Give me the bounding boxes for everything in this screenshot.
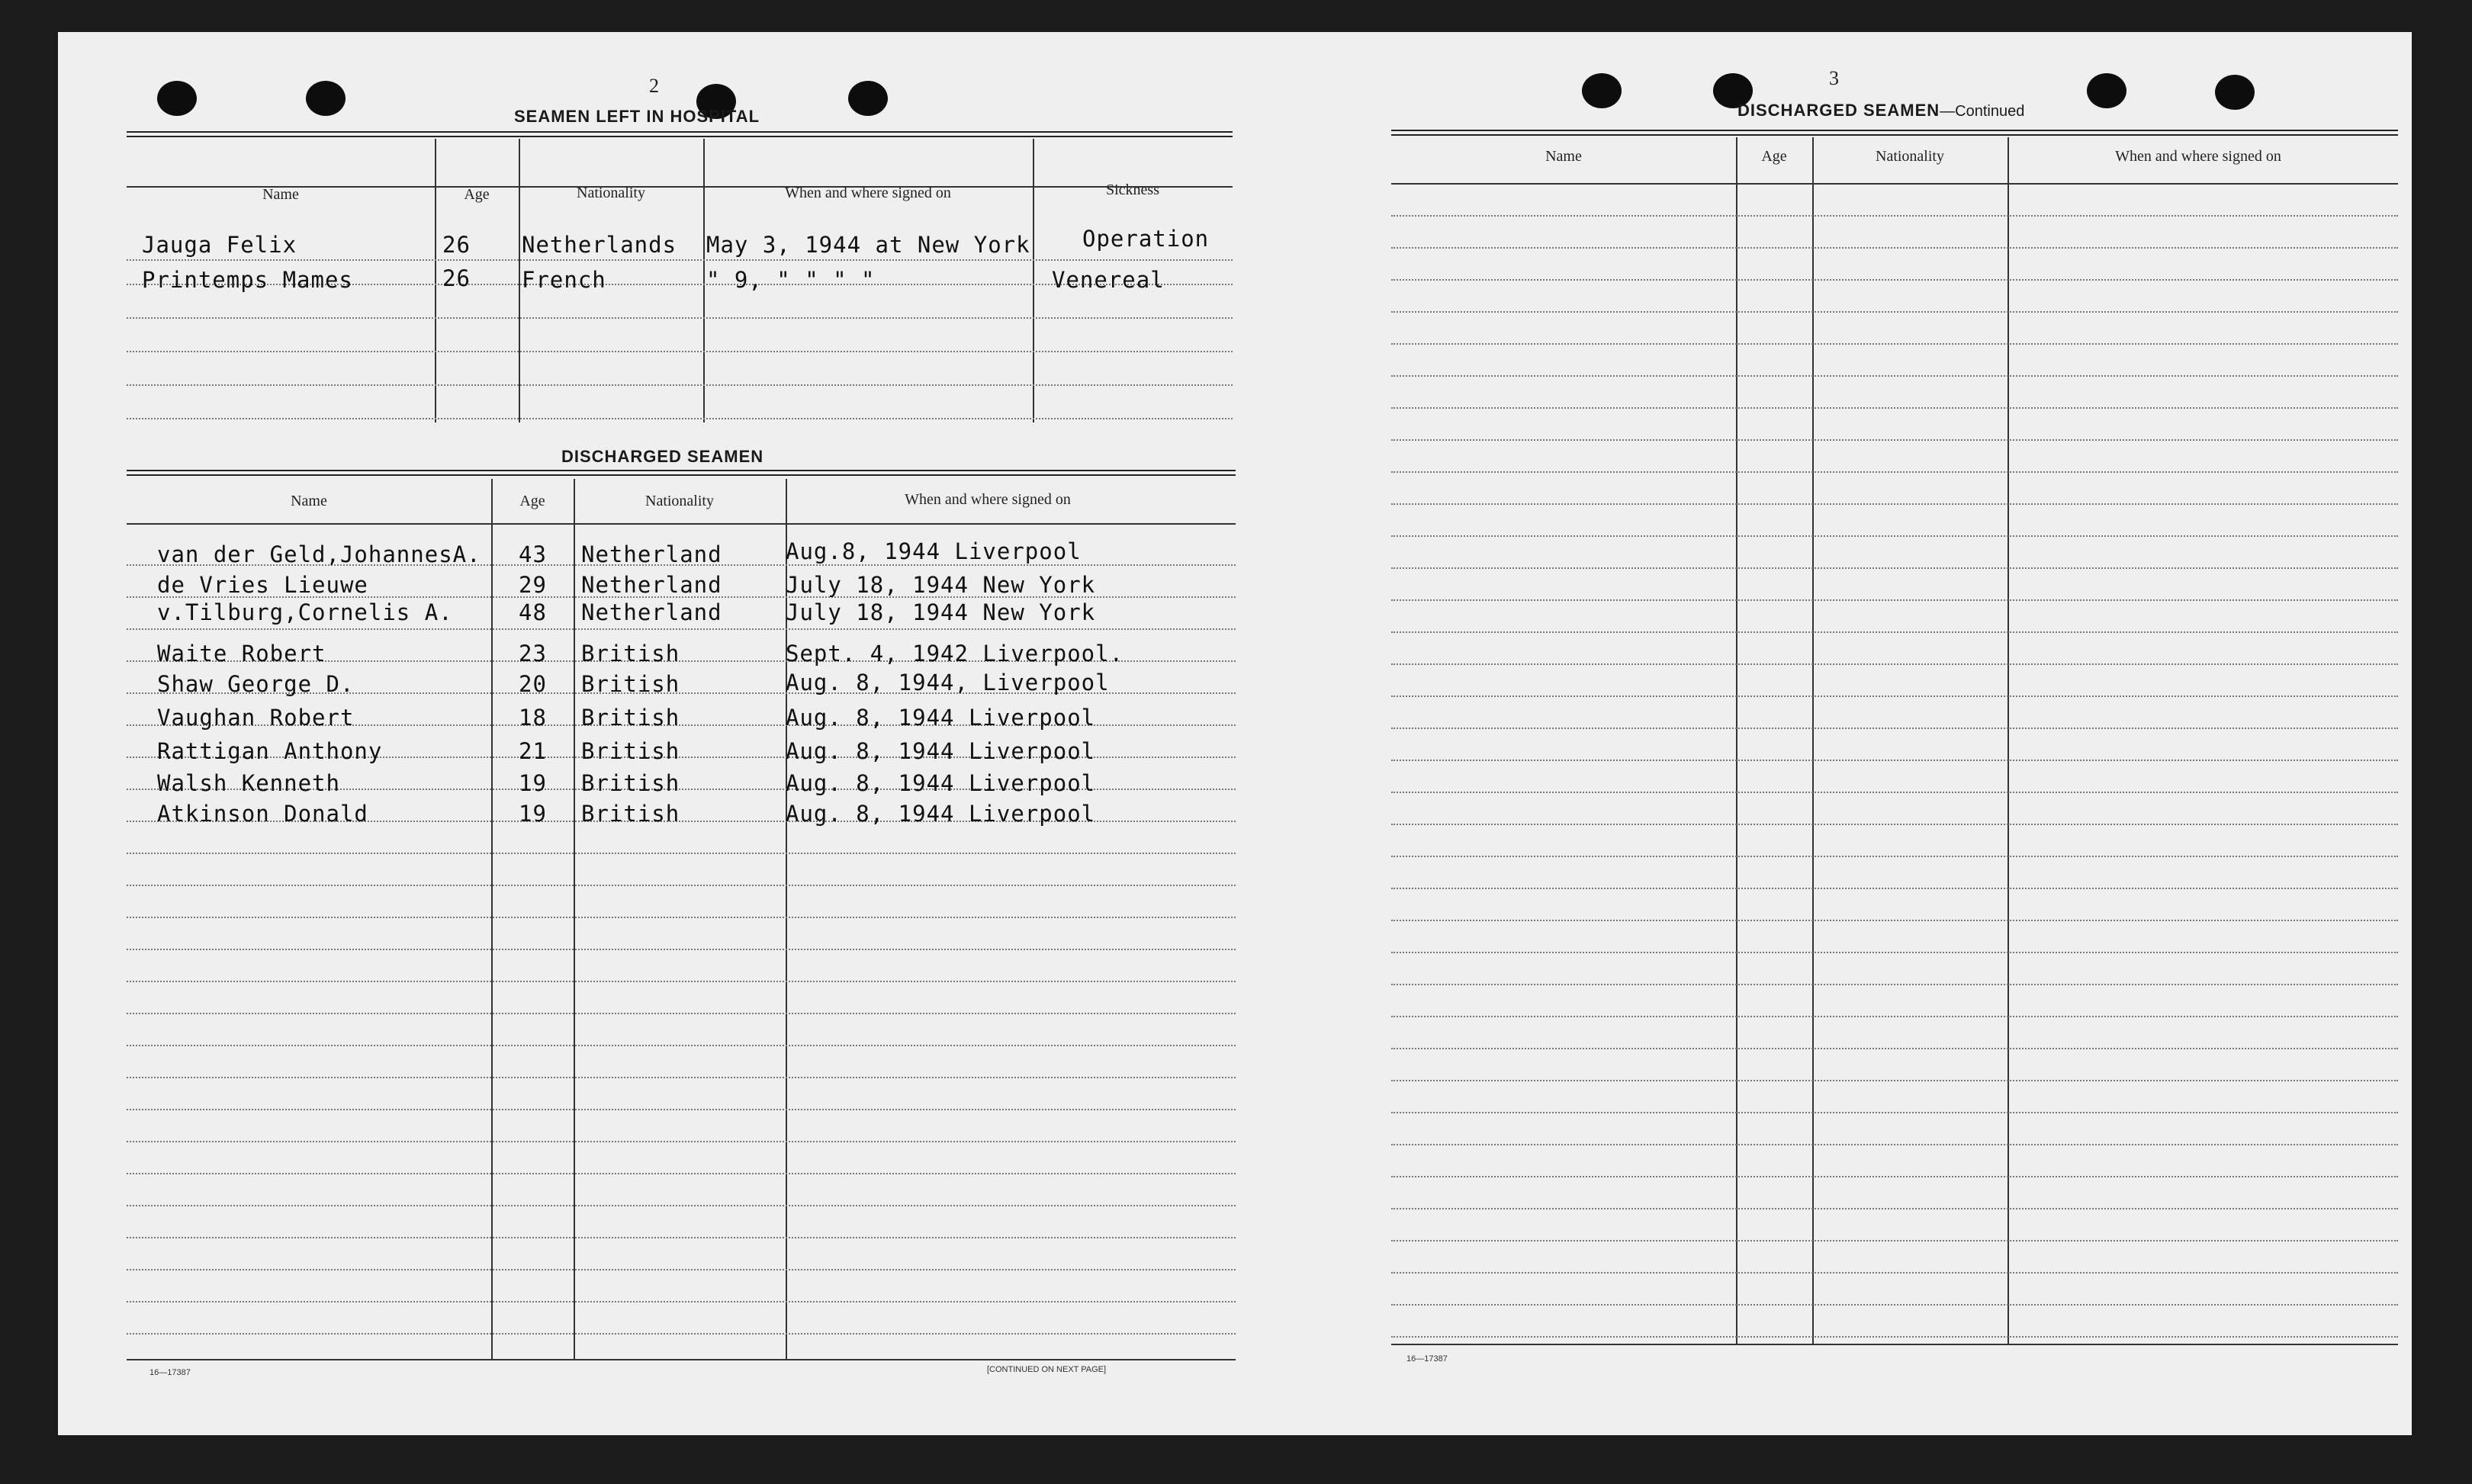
- form-number: 16—17387: [149, 1368, 191, 1377]
- discharged-row-9-nationality: British: [581, 801, 680, 827]
- page-number: 3: [1829, 67, 1839, 89]
- row-rule: [127, 351, 1233, 352]
- row-rule: [1391, 407, 2398, 409]
- discharged-row-3-name: v.Tilburg,Cornelis A.: [157, 599, 453, 625]
- row-rule: [1391, 824, 2398, 825]
- punch-hole: [306, 81, 346, 116]
- discharged-row-6-nationality: British: [581, 705, 680, 731]
- header-bottom-rule: [1391, 183, 2398, 185]
- column-divider: [703, 139, 705, 422]
- page-number: 2: [649, 75, 659, 97]
- row-rule: [1391, 1048, 2398, 1049]
- row-rule: [127, 384, 1233, 386]
- column-header-nationality: Nationality: [1876, 148, 1944, 165]
- discharged-row-1-name: van der Geld,JohannesA.: [157, 541, 481, 567]
- table-bottom-rule: [127, 1359, 1236, 1360]
- hospital-row-1-nationality: Netherlands: [522, 232, 677, 258]
- row-rule: [1391, 215, 2398, 217]
- row-rule: [1391, 728, 2398, 729]
- discharged-row-7-signed: Aug. 8, 1944 Liverpool: [786, 738, 1096, 764]
- discharged-row-5-signed: Aug. 8, 1944, Liverpool: [786, 670, 1110, 695]
- discharged-section-title: DISCHARGED SEAMEN: [561, 447, 764, 466]
- row-rule: [1391, 1272, 2398, 1274]
- row-rule: [127, 317, 1233, 319]
- row-rule: [1391, 856, 2398, 857]
- hospital-section-title: SEAMEN LEFT IN HOSPITAL: [514, 107, 760, 126]
- row-rule: [1391, 888, 2398, 889]
- discharged-row-5-nationality: British: [581, 671, 680, 697]
- row-rule: [127, 1045, 1236, 1046]
- row-rule: [1391, 695, 2398, 697]
- discharged-row-7-name: Rattigan Anthony: [157, 738, 383, 764]
- discharged-row-4-name: Waite Robert: [157, 641, 326, 667]
- discharged-row-9-age: 19: [519, 801, 547, 827]
- column-header-signed: When and where signed on: [785, 185, 951, 201]
- form-number: 16—17387: [1406, 1354, 1448, 1364]
- row-rule: [127, 853, 1236, 854]
- discharged-row-1-signed: Aug.8, 1944 Liverpool: [786, 538, 1082, 564]
- row-rule: [1391, 567, 2398, 569]
- column-header-name: Name: [262, 186, 299, 203]
- discharged-row-2-nationality: Netherland: [581, 572, 722, 598]
- table-top-rule: [127, 470, 1236, 476]
- row-rule: [127, 981, 1236, 982]
- discharged-row-4-nationality: British: [581, 641, 680, 667]
- title-text: DISCHARGED SEAMEN: [1737, 101, 1940, 120]
- row-rule: [127, 259, 1233, 261]
- header-bottom-rule: [127, 523, 1236, 525]
- row-rule: [1391, 1016, 2398, 1017]
- discharged-row-8-name: Walsh Kenneth: [157, 770, 340, 796]
- row-rule: [1391, 1112, 2398, 1113]
- hospital-row-2-sickness: Venereal: [1052, 267, 1165, 293]
- discharged-row-9-signed: Aug. 8, 1944 Liverpool: [786, 801, 1096, 827]
- hospital-row-2-name: Printemps Mames: [142, 267, 353, 293]
- discharged-row-7-age: 21: [519, 738, 547, 764]
- row-rule: [127, 1301, 1236, 1303]
- discharged-row-7-nationality: British: [581, 738, 680, 764]
- discharged-row-5-name: Shaw George D.: [157, 671, 355, 697]
- row-rule: [1391, 535, 2398, 537]
- discharged-row-9-name: Atkinson Donald: [157, 801, 368, 827]
- discharged-row-8-nationality: British: [581, 770, 680, 796]
- row-rule: [1391, 663, 2398, 665]
- table-top-rule: [1391, 130, 2398, 136]
- row-rule: [1391, 984, 2398, 985]
- column-header-nationality: Nationality: [577, 185, 645, 201]
- discharged-row-6-signed: Aug. 8, 1944 Liverpool: [786, 705, 1096, 731]
- column-header-age: Age: [1761, 148, 1787, 165]
- document-sheet: [58, 32, 2412, 1435]
- row-rule: [1391, 1208, 2398, 1209]
- row-rule: [1391, 599, 2398, 601]
- row-rule: [1391, 1304, 2398, 1306]
- discharged-row-4-age: 23: [519, 641, 547, 667]
- discharged-row-1-age: 43: [519, 541, 547, 567]
- row-rule: [127, 1173, 1236, 1174]
- right-page: [1324, 32, 2412, 1435]
- column-divider: [1736, 137, 1737, 1344]
- row-rule: [127, 1269, 1236, 1270]
- row-rule: [127, 1109, 1236, 1110]
- row-rule: [127, 1013, 1236, 1014]
- discharged-row-2-age: 29: [519, 572, 547, 598]
- row-rule: [1391, 311, 2398, 313]
- hospital-row-2-age: 26: [442, 265, 471, 291]
- row-rule: [127, 949, 1236, 950]
- column-header-sickness: Sickness: [1106, 181, 1159, 198]
- hospital-row-1-name: Jauga Felix: [142, 232, 297, 258]
- column-divider: [2007, 137, 2009, 1344]
- row-rule: [1391, 792, 2398, 793]
- hospital-row-1-signed: May 3, 1944 at New York: [706, 232, 1030, 258]
- column-header-nationality: Nationality: [645, 493, 714, 509]
- discharged-row-3-signed: July 18, 1944 New York: [786, 599, 1096, 625]
- row-rule: [127, 1077, 1236, 1078]
- discharged-row-6-age: 18: [519, 705, 547, 731]
- row-rule: [1391, 247, 2398, 249]
- discharged-row-2-signed: July 18, 1944 New York: [786, 572, 1096, 598]
- row-rule: [127, 628, 1236, 630]
- row-rule: [1391, 439, 2398, 441]
- discharged-row-5-age: 20: [519, 671, 547, 697]
- row-rule: [1391, 1240, 2398, 1241]
- row-rule: [1391, 503, 2398, 505]
- hospital-row-2-signed: " 9, " " " ": [706, 267, 876, 293]
- punch-hole: [2215, 75, 2255, 110]
- discharged-row-3-age: 48: [519, 599, 547, 625]
- discharged-row-8-signed: Aug. 8, 1944 Liverpool: [786, 770, 1096, 796]
- column-header-signed: When and where signed on: [905, 491, 1071, 508]
- column-header-name: Name: [1545, 148, 1582, 165]
- column-header-name: Name: [291, 493, 327, 509]
- punch-hole: [2087, 73, 2126, 108]
- row-rule: [127, 1141, 1236, 1142]
- left-page: [58, 32, 1240, 1435]
- row-rule: [1391, 1080, 2398, 1081]
- row-rule: [1391, 1176, 2398, 1177]
- discharged-row-3-nationality: Netherland: [581, 599, 722, 625]
- punch-hole: [848, 81, 888, 116]
- row-rule: [1391, 760, 2398, 761]
- row-rule: [127, 917, 1236, 918]
- hospital-row-2-nationality: French: [522, 267, 606, 293]
- row-rule: [1391, 279, 2398, 281]
- punch-hole: [157, 81, 197, 116]
- row-rule: [1391, 343, 2398, 345]
- row-rule: [127, 1237, 1236, 1238]
- column-divider: [574, 479, 575, 1359]
- column-header-signed: When and where signed on: [2115, 148, 2281, 165]
- column-header-age: Age: [519, 493, 545, 509]
- column-divider: [435, 139, 436, 422]
- discharged-row-2-name: de Vries Lieuwe: [157, 572, 368, 598]
- discharged-row-8-age: 19: [519, 770, 547, 796]
- row-rule: [127, 1333, 1236, 1335]
- row-rule: [1391, 1336, 2398, 1338]
- discharged-row-1-nationality: Netherland: [581, 541, 722, 567]
- table-bottom-rule: [1391, 1344, 2398, 1345]
- row-rule: [127, 885, 1236, 886]
- row-rule: [1391, 952, 2398, 953]
- row-rule: [127, 418, 1233, 419]
- column-divider: [1812, 137, 1814, 1344]
- row-rule: [1391, 375, 2398, 377]
- punch-hole: [1582, 73, 1622, 108]
- column-header-age: Age: [464, 186, 490, 203]
- hospital-row-1-sickness: Operation: [1082, 226, 1210, 252]
- continued-note: [CONTINUED ON NEXT PAGE]: [987, 1365, 1107, 1374]
- column-divider: [491, 479, 493, 1359]
- discharged-row-4-signed: Sept. 4, 1942 Liverpool.: [786, 641, 1124, 667]
- row-rule: [1391, 1144, 2398, 1145]
- row-rule: [1391, 920, 2398, 921]
- title-suffix: —Continued: [1940, 103, 2025, 120]
- row-rule: [1391, 631, 2398, 633]
- table-top-rule: [127, 131, 1233, 137]
- row-rule: [127, 1205, 1236, 1206]
- column-divider: [519, 139, 520, 422]
- discharged-row-6-name: Vaughan Robert: [157, 705, 355, 731]
- discharged-continued-title: [1737, 101, 2024, 120]
- row-rule: [1391, 471, 2398, 473]
- hospital-row-1-age: 26: [442, 232, 471, 258]
